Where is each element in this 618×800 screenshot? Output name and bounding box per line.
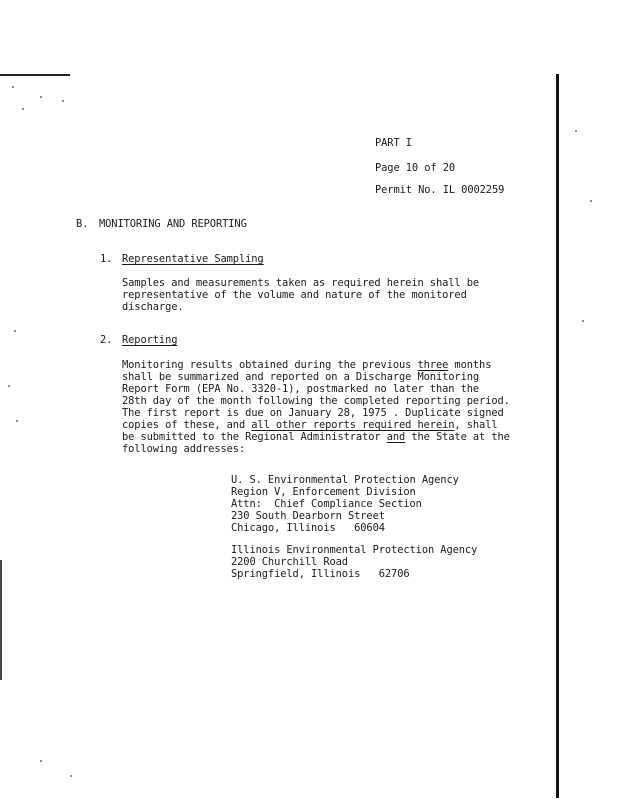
item2-line-1-end: months xyxy=(454,359,492,371)
address-iepa-line-2: 2200 Churchill Road xyxy=(231,556,348,568)
address-epa-line-4: 230 South Dearborn Street xyxy=(231,510,385,522)
scan-speck xyxy=(575,130,577,132)
and-underlined: and xyxy=(386,431,406,443)
item2-line-2: shall be summarized and reported on a Discharge Monitoring xyxy=(122,371,480,383)
part-label: PART I xyxy=(375,137,412,149)
scan-speck xyxy=(40,96,42,98)
address-epa-line-3: Attn: Chief Compliance Section xyxy=(231,498,422,510)
address-iepa-line-3: Springfield, Illinois 62706 xyxy=(231,568,410,580)
scan-top-rule xyxy=(0,74,70,76)
reporting-frequency: three xyxy=(417,359,449,371)
page-total: of 20 xyxy=(424,162,456,174)
item2-title: Reporting xyxy=(122,334,178,346)
address-epa-line-2: Region V, Enforcement Division xyxy=(231,486,416,498)
scan-speck xyxy=(16,420,18,422)
scan-speck xyxy=(40,760,42,762)
page-number xyxy=(375,162,455,174)
address-epa-line-5: Chicago, Illinois 60604 xyxy=(231,522,385,534)
item2-line-7-end: the State at the xyxy=(411,431,510,443)
item1-line-2: representative of the volume and nature of the monitored xyxy=(122,289,467,301)
scan-left-edge xyxy=(0,560,2,680)
scan-speck xyxy=(22,108,24,110)
scan-speck xyxy=(70,775,72,777)
section-letter: B. xyxy=(76,218,89,230)
scan-speck xyxy=(14,330,16,332)
all-reports-underlined: all other reports required herein xyxy=(251,419,455,431)
item2-line-8: following addresses: xyxy=(122,443,246,455)
scan-speck xyxy=(8,385,10,387)
item2-line-1-text: Monitoring results obtained during the previous xyxy=(122,359,412,371)
page-label: Page 10 xyxy=(375,162,419,174)
address-iepa-line-1: Illinois Environmental Protection Agency xyxy=(231,544,478,556)
item2-number: 2. xyxy=(100,334,113,346)
item2-line-5-end: . Duplicate signed xyxy=(392,407,504,419)
item2-line-1 xyxy=(122,359,491,371)
scan-speck xyxy=(12,86,14,88)
item2-line-7-text: be submitted to the Regional Administrator xyxy=(122,431,381,443)
item2-line-3: Report Form (EPA No. 3320-1), postmarked no later than the xyxy=(122,383,480,395)
item2-line-6-end: , shall xyxy=(454,419,498,431)
first-report-date: January 28, 1975 xyxy=(288,407,387,419)
scan-speck xyxy=(582,320,584,322)
item1-title: Representative Sampling xyxy=(122,253,264,265)
scan-speck xyxy=(590,200,592,202)
item2-line-6 xyxy=(122,419,498,431)
item2-line-7 xyxy=(122,431,510,443)
item2-line-5 xyxy=(122,407,504,419)
scan-right-edge xyxy=(556,74,559,798)
item1-line-3: discharge. xyxy=(122,301,184,313)
section-title: MONITORING AND REPORTING xyxy=(99,218,247,230)
item1-number: 1. xyxy=(100,253,113,265)
item2-line-5-text: The first report is due on xyxy=(122,407,283,419)
item1-line-1: Samples and measurements taken as required herein shall be xyxy=(122,277,480,289)
scan-speck xyxy=(62,100,64,102)
item2-line-4: 28th day of the month following the completed reporting period. xyxy=(122,395,510,407)
address-epa-line-1: U. S. Environmental Protection Agency xyxy=(231,474,459,486)
item2-line-6-text: copies of these, and xyxy=(122,419,246,431)
permit-number: Permit No. IL 0002259 xyxy=(375,184,505,196)
